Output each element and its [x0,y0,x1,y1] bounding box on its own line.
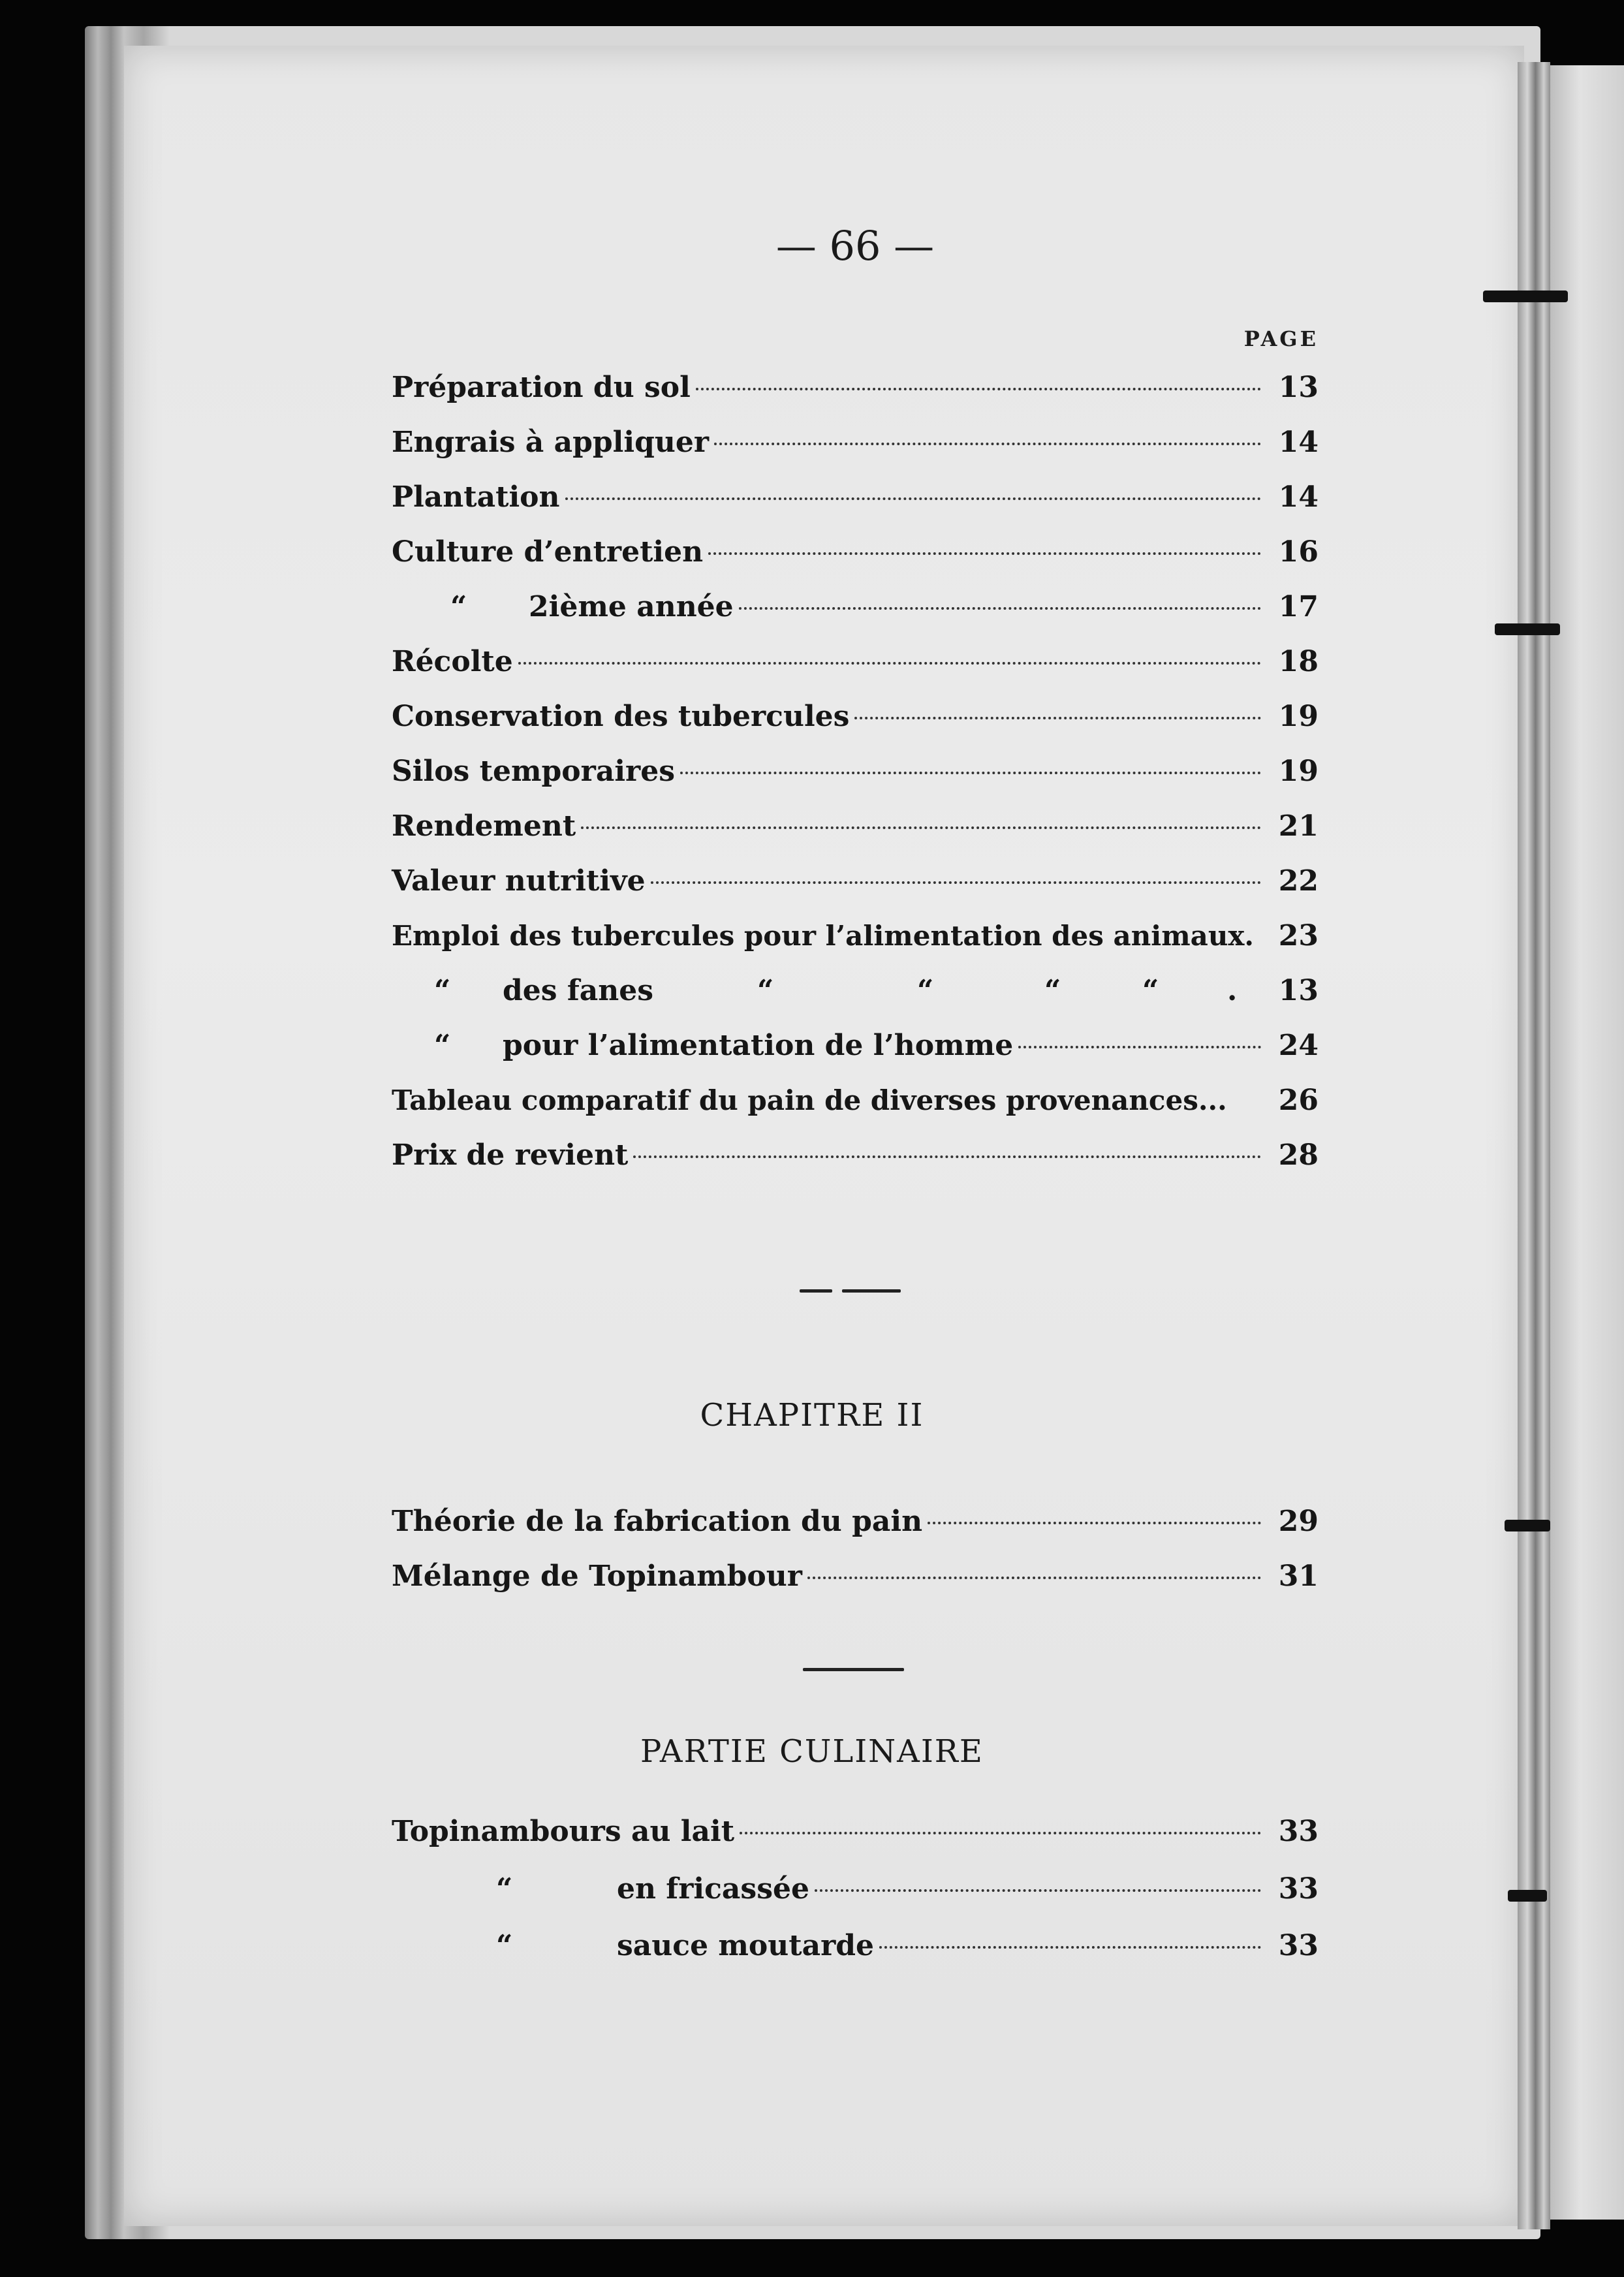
leader-dots [581,826,1261,829]
separator-rule [800,1289,832,1293]
leader-dots [928,1521,1261,1524]
toc-entry-label: Rendement [392,809,576,843]
ditto-mark: “ [434,1029,451,1062]
toc-entry [392,1505,1319,1557]
ditto-mark: “ [1044,974,1061,1007]
toc-entry-page: 19 [1278,755,1319,788]
toc-entry [392,535,1319,588]
separator-rule [842,1289,901,1293]
leader-dots [565,497,1261,500]
toc-entry [503,1029,1319,1081]
toc-entry [392,700,1319,752]
leader-dots [633,1155,1261,1158]
toc-entry-page: 33 [1278,1815,1319,1848]
toc-entry-label: Valeur nutritive [392,864,646,898]
toc-entry-page: 23 [1278,919,1319,952]
leader-dots [714,442,1261,445]
toc-entry-page: 19 [1278,700,1319,733]
toc-entry [392,1138,1319,1191]
toc-entry [392,480,1319,533]
toc-entry-label: Récolte [392,645,513,678]
toc-entry-page: 33 [1278,1929,1319,1962]
leader-dots [815,1889,1261,1892]
section-heading: PARTIE CULINAIRE [640,1733,984,1770]
toc-entry-page: 24 [1278,1029,1319,1062]
toc-entry [392,1560,1319,1612]
toc-entry-page: 26 [1278,1084,1319,1117]
ditto-mark: “ [496,1872,513,1906]
toc-entry [392,426,1319,478]
ditto-mark: “ [1142,974,1159,1007]
toc-entry-page: 29 [1278,1505,1319,1538]
toc-entry-label: sauce moutarde [617,1929,875,1962]
leader-dots [651,881,1261,884]
toc-entry-label: Plantation [392,480,560,514]
ditto-mark: “ [496,1929,513,1962]
toc-entry-page: 31 [1278,1560,1319,1593]
leader-dots [854,716,1261,719]
toc-entry-page: 18 [1278,645,1319,678]
toc-entry-label: Préparation du sol [392,371,691,404]
toc-entry [392,755,1319,807]
leader-dots [1018,1045,1261,1048]
page-number: — 66 — [775,222,935,270]
toc-entry-label: Tableau comparatif du pain de diverses provenances... [392,1084,1227,1116]
toc-entry-label: Emploi des tubercules pour l’alimentation des animaux. [392,920,1255,952]
toc-entry [617,1929,1319,1981]
toc-entry [392,809,1319,862]
toc-entry-label: en fricassée [617,1872,809,1906]
toc-entry-page: 14 [1278,480,1319,514]
page-column-header: PAGE [1243,326,1319,351]
toc-entry-label: Topinambours au lait [392,1815,735,1848]
toc-entry-page: 21 [1278,809,1319,843]
toc-entry [392,864,1319,917]
toc-entry-page: 16 [1278,535,1319,569]
leader-dots [696,387,1261,390]
leader-dots [807,1576,1261,1579]
toc-entry [392,645,1319,697]
leader-dots [708,552,1261,555]
toc-entry-label: Silos temporaires [392,755,675,788]
chapter-heading: CHAPITRE II [700,1397,924,1434]
toc-entry-label: Prix de revient [392,1138,629,1172]
toc-entry-page: 13 [1278,974,1319,1007]
toc-entry-label: Théorie de la fabrication du pain [392,1505,923,1538]
toc-entry [617,1872,1319,1924]
toc-entry [392,371,1319,423]
toc-entry-label: Culture d’entretien [392,535,704,569]
separator-rule [803,1668,904,1671]
toc-entry-label: 2ième année [529,590,734,623]
leader-dots [518,661,1261,665]
toc-entry [529,590,1319,642]
toc-entry-label: Conservation des tubercules [392,700,850,733]
toc-entry-page: 28 [1278,1138,1319,1172]
toc-entry [392,919,1319,971]
toc-entry-label: Engrais à appliquer [392,426,710,459]
toc-entry-page: 14 [1278,426,1319,459]
toc-entry-page: 22 [1278,864,1319,898]
leader-dots [739,606,1261,610]
toc-ditto-row: “ des fanes “ “ “ “ . 13 [434,974,1319,1007]
ditto-mark: “ [434,974,451,1007]
toc-entry-label: pour l’alimentation de l’homme [503,1029,1014,1062]
leader-dots [879,1945,1261,1949]
toc-entry-page: 17 [1278,590,1319,623]
toc-entry [392,1084,1319,1136]
toc-entry-label: des fanes [503,974,654,1007]
toc-entry-page: 13 [1278,371,1319,404]
ditto-mark: “ [757,974,774,1007]
toc-entry [392,1815,1319,1867]
toc-entry-page: 33 [1278,1872,1319,1906]
toc-entry-label: Mélange de Topinambour [392,1560,802,1593]
leader-dots [680,771,1261,774]
leader-dots [740,1831,1261,1834]
ditto-mark: “ [917,974,934,1007]
ditto-mark: “ [450,590,467,623]
